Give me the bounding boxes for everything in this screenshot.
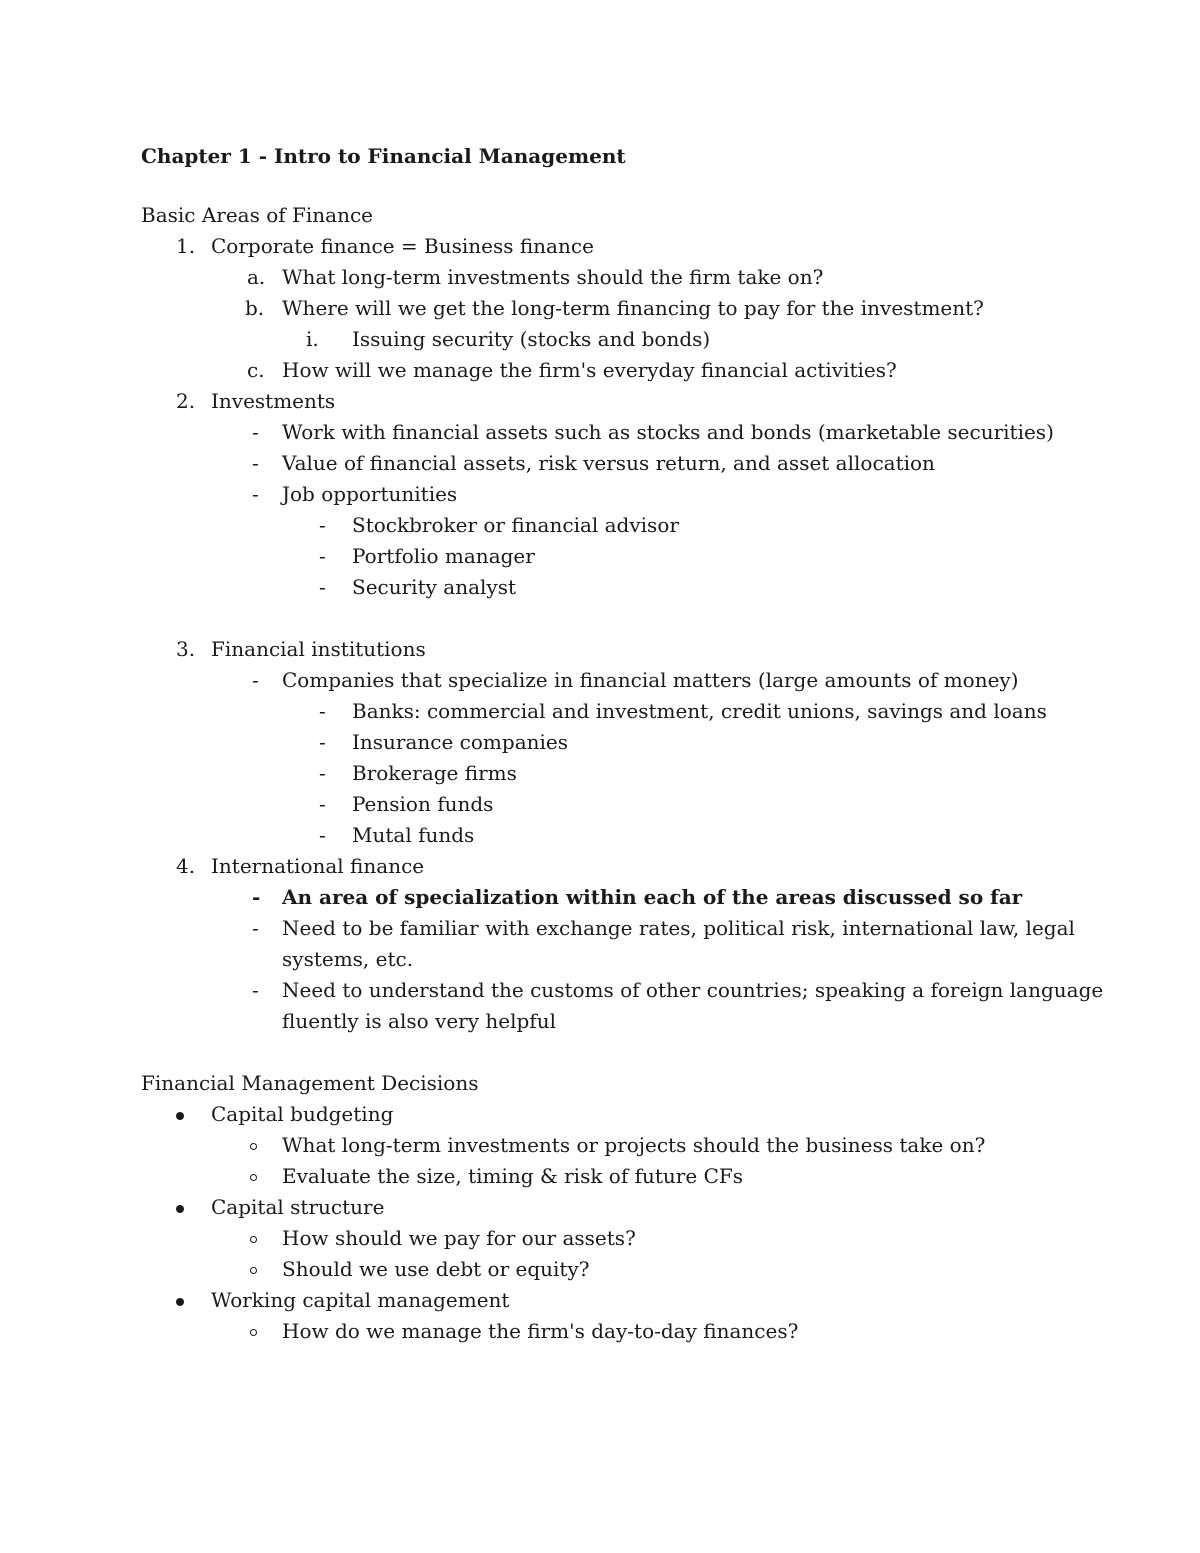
- dash-marker: -: [252, 482, 259, 506]
- list-letter: c.: [247, 358, 265, 382]
- list-item: Need to understand the customs of other countries; speaking a foreign language: [282, 978, 1104, 1002]
- list-item: Insurance companies: [352, 730, 568, 754]
- list-item: Evaluate the size, timing & risk of future CFs: [282, 1164, 744, 1188]
- sub-bullet-icon: [250, 1329, 257, 1336]
- list-item: How do we manage the firm's day-to-day finances?: [282, 1319, 799, 1343]
- dash-marker: -: [252, 420, 259, 444]
- list-number: 2.: [176, 389, 196, 413]
- list-item: Banks: commercial and investment, credit unions, savings and loans: [352, 699, 1047, 723]
- list-letter: a.: [247, 265, 266, 289]
- dash-marker: -: [252, 668, 259, 692]
- dash-marker: -: [319, 513, 326, 537]
- list-item: Stockbroker or financial advisor: [352, 513, 679, 537]
- list-number: 1.: [176, 234, 196, 258]
- dash-marker: -: [252, 916, 259, 940]
- list-item-working-capital: Working capital management: [211, 1288, 510, 1312]
- list-letter: b.: [245, 296, 265, 320]
- list-item: Security analyst: [352, 575, 516, 599]
- list-item: What long-term investments should the firm take on?: [282, 265, 824, 289]
- list-item: What long-term investments or projects should the business take on?: [282, 1133, 986, 1157]
- dash-marker: -: [319, 823, 326, 847]
- list-item: How will we manage the firm's everyday financial activities?: [282, 358, 897, 382]
- dash-marker: -: [319, 761, 326, 785]
- list-item-continuation: systems, etc.: [282, 947, 414, 971]
- sub-bullet-icon: [250, 1236, 257, 1243]
- sub-bullet-icon: [250, 1267, 257, 1274]
- dash-marker: -: [252, 885, 261, 909]
- list-item-capital-budgeting: Capital budgeting: [211, 1102, 394, 1126]
- bullet-icon: [176, 1298, 184, 1306]
- list-item-financial-institutions: Financial institutions: [211, 637, 426, 661]
- dash-marker: -: [252, 978, 259, 1002]
- list-item-international-finance: International finance: [211, 854, 425, 878]
- list-item-investments: Investments: [211, 389, 336, 413]
- list-item: How should we pay for our assets?: [282, 1226, 636, 1250]
- dash-marker: -: [319, 699, 326, 723]
- list-item: Work with financial assets such as stocks and bonds (marketable securities): [282, 420, 1054, 444]
- dash-marker: -: [252, 451, 259, 475]
- bullet-icon: [176, 1112, 184, 1120]
- list-item: Should we use debt or equity?: [282, 1257, 590, 1281]
- bullet-icon: [176, 1205, 184, 1213]
- list-item: Pension funds: [352, 792, 494, 816]
- list-number: 3.: [176, 637, 196, 661]
- list-number: 4.: [176, 854, 196, 878]
- sub-bullet-icon: [250, 1143, 257, 1150]
- list-item: Value of financial assets, risk versus return, and asset allocation: [282, 451, 935, 475]
- dash-marker: -: [319, 544, 326, 568]
- list-roman: i.: [306, 327, 319, 351]
- dash-marker: -: [319, 792, 326, 816]
- list-item: Companies that specialize in financial matters (large amounts of money): [282, 668, 1019, 692]
- list-item-corporate-finance: Corporate finance = Business finance: [211, 234, 594, 258]
- section-heading-basic-areas: Basic Areas of Finance: [141, 203, 374, 227]
- sub-bullet-icon: [250, 1174, 257, 1181]
- dash-marker: -: [319, 575, 326, 599]
- dash-marker: -: [319, 730, 326, 754]
- list-item-continuation: fluently is also very helpful: [282, 1009, 556, 1033]
- list-item: Where will we get the long-term financing to pay for the investment?: [282, 296, 984, 320]
- list-item-emphasis: An area of specialization within each of the areas discussed so far: [282, 885, 1023, 909]
- list-item: Need to be familiar with exchange rates, political risk, international law, legal: [282, 916, 1075, 940]
- list-item: Job opportunities: [282, 482, 458, 506]
- list-item: Brokerage firms: [352, 761, 517, 785]
- section-heading-decisions: Financial Management Decisions: [141, 1071, 479, 1095]
- list-item: Portfolio manager: [352, 544, 535, 568]
- list-item: Issuing security (stocks and bonds): [352, 327, 711, 351]
- list-item: Mutal funds: [352, 823, 475, 847]
- document-title: Chapter 1 - Intro to Financial Management: [141, 144, 626, 168]
- list-item-capital-structure: Capital structure: [211, 1195, 385, 1219]
